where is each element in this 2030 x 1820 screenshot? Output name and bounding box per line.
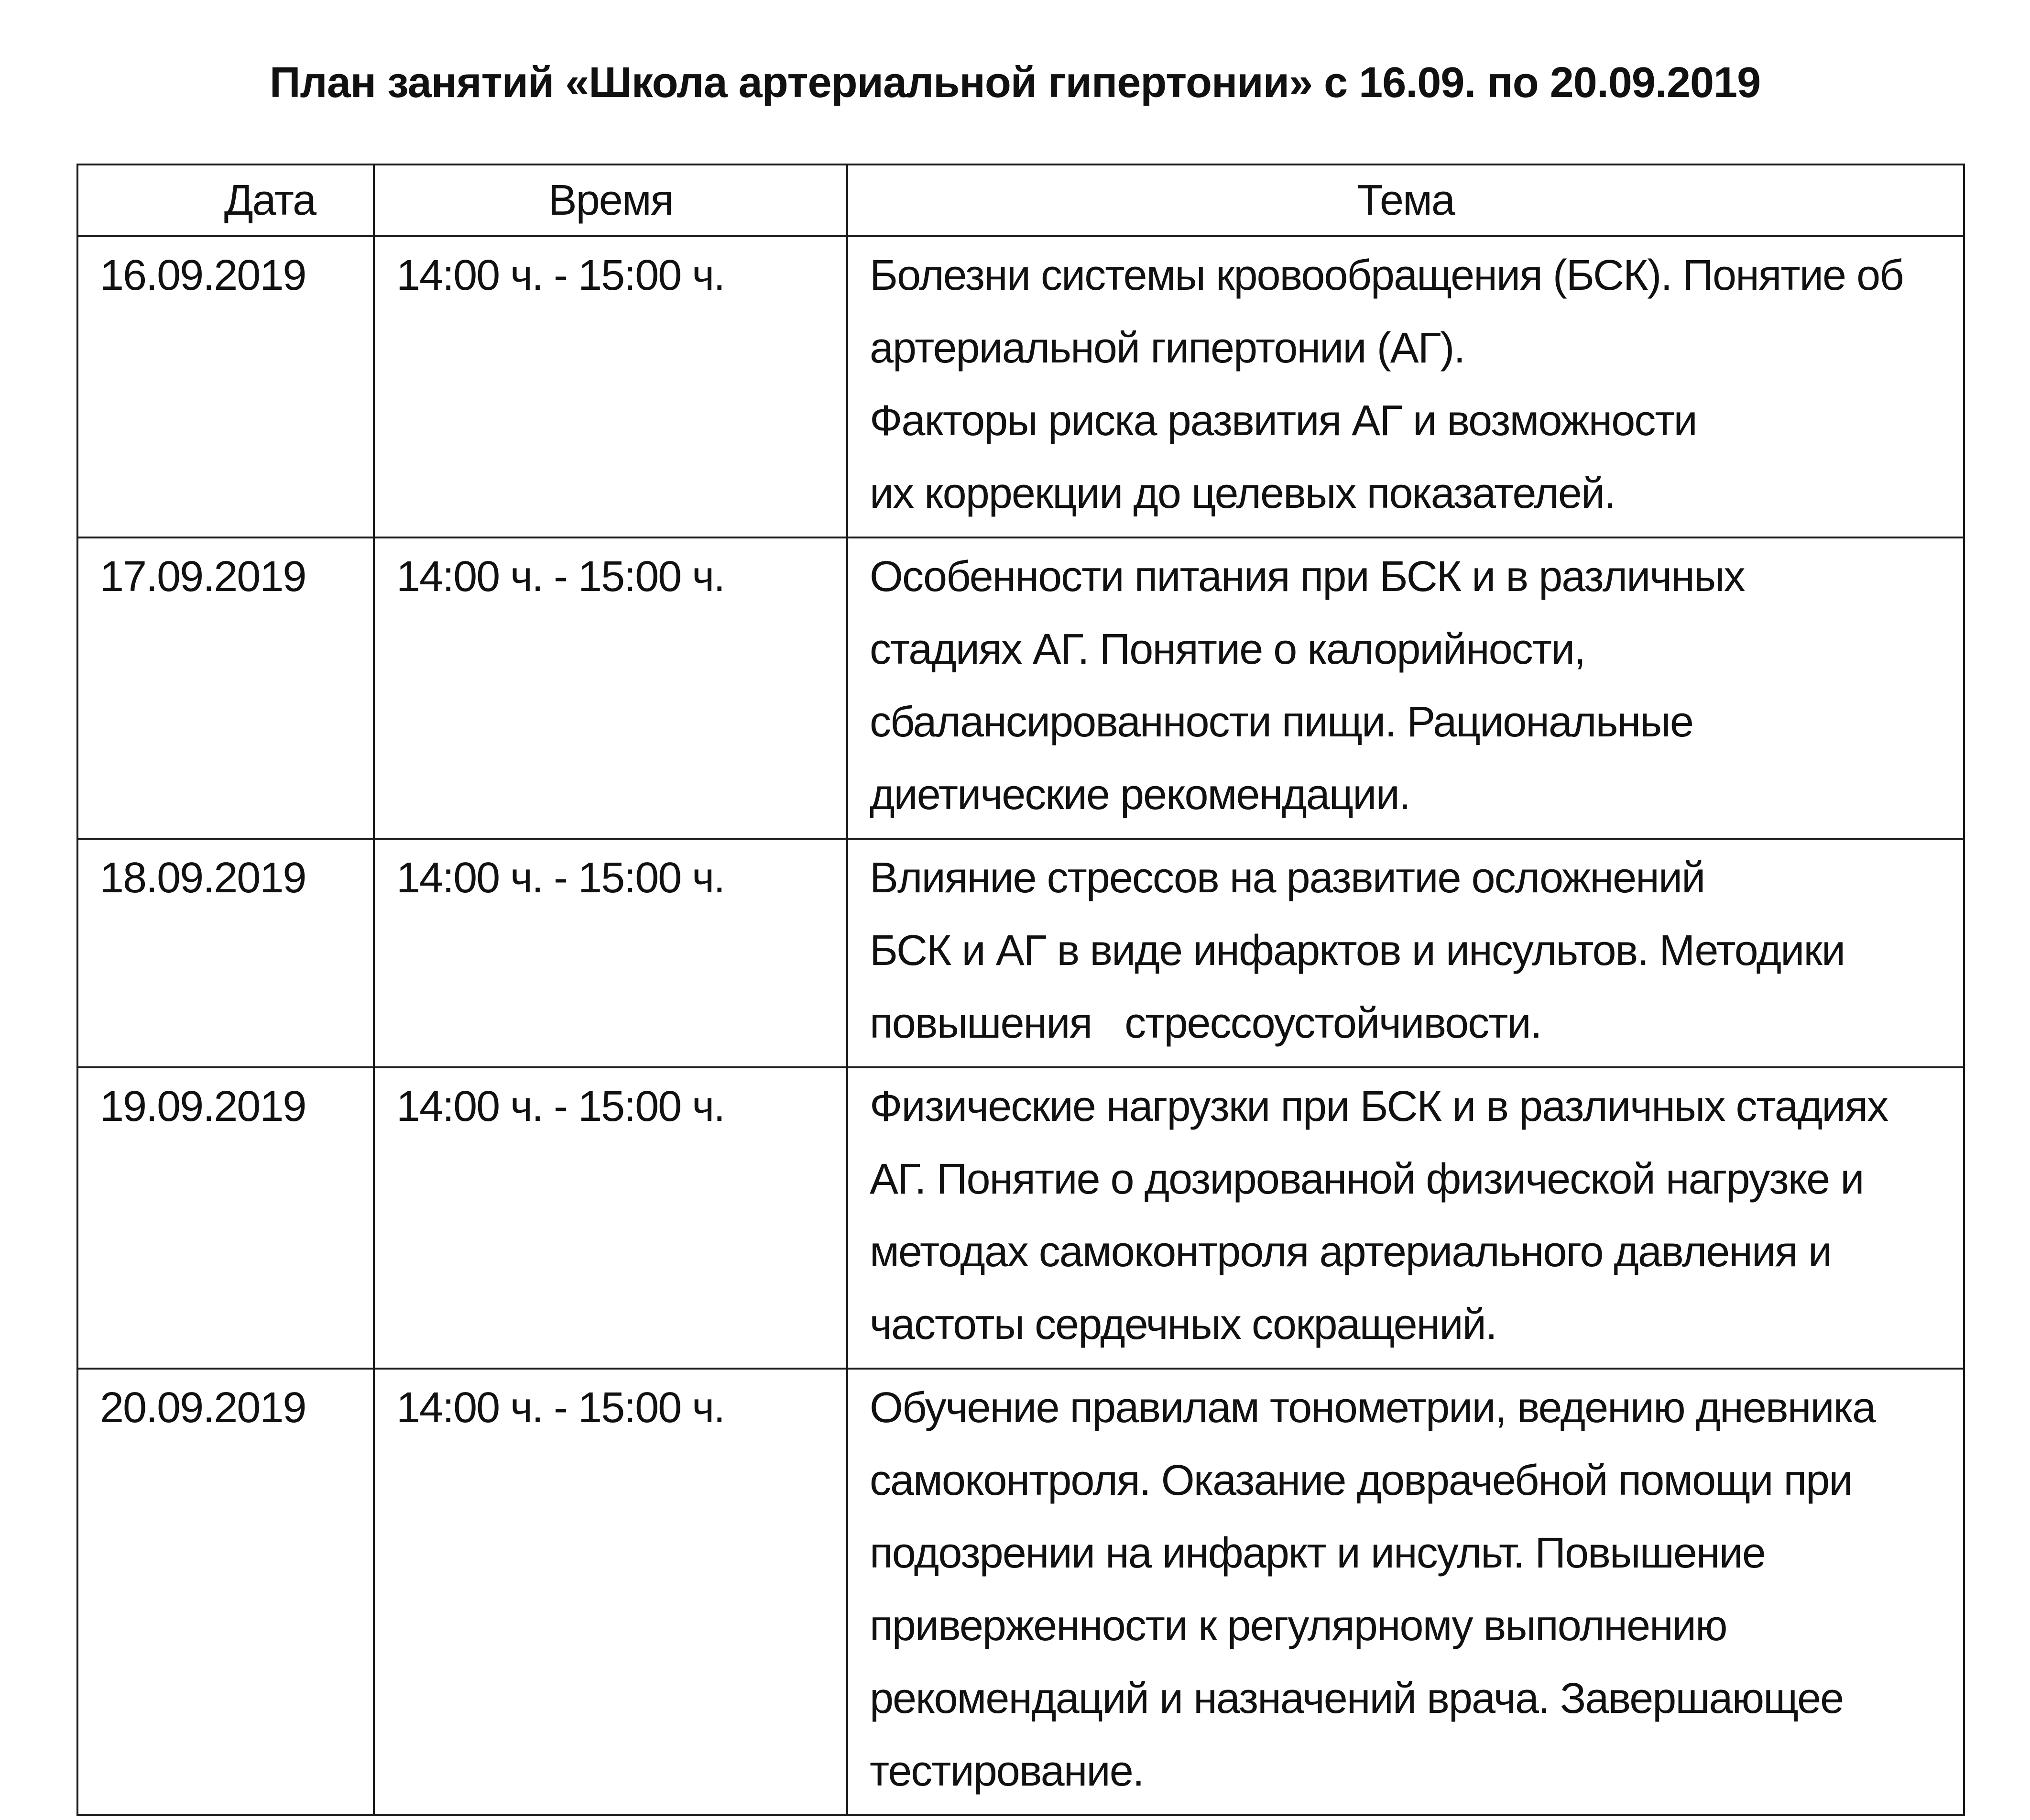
topic-line: БСК и АГ в виде инфарктов и инсультов. Методики [870,927,1845,975]
table-row [77,236,1964,537]
topic-line: рекомендаций и назначений врача. Завершающее [870,1675,1844,1722]
topic-line: Болезни системы кровообращения (БСК). Понятие об [870,252,1903,299]
cell-date: 17.09.2019 [77,537,374,839]
topic-line: подозрении на инфаркт и инсульт. Повышение [870,1529,1765,1577]
topic-line: Особенности питания при БСК и в различных [870,553,1745,601]
cell-topic [847,839,1964,1067]
cell-time: 14:00 ч. - 15:00 ч. [374,1067,847,1369]
topic-line: артериальной гипертонии (АГ). [870,324,1465,372]
topic-line: повышения стрессоустойчивости. [870,999,1541,1047]
table-row [77,839,1964,1067]
cell-date: 20.09.2019 [77,1369,374,1815]
page-title: План занятий «Школа артериальной гипертонии» с 16.09. по 20.09.2019 [269,59,1761,107]
column-header-time: Время [374,164,847,236]
topic-line: тестирование. [870,1747,1144,1795]
cell-topic [847,1369,1964,1815]
topic-line: Факторы риска развития АГ и возможности [870,397,1697,445]
table-header-row [77,164,1964,236]
cell-topic [847,1067,1964,1369]
cell-time: 14:00 ч. - 15:00 ч. [374,1369,847,1815]
column-header-topic: Тема [847,164,1964,236]
topic-line: Физические нагрузки при БСК и в различных стадиях [870,1083,1888,1130]
topic-line: стадиях АГ. Понятие о калорийности, [870,625,1585,673]
topic-line: диетические рекомендации. [870,771,1410,819]
cell-date: 16.09.2019 [77,236,374,537]
topic-line: сбалансированности пищи. Рациональные [870,698,1693,746]
topic-line: Влияние стрессов на развитие осложнений [870,854,1705,902]
cell-topic [847,537,1964,839]
topic-line: Обучение правилам тонометрии, ведению дневника [870,1384,1876,1432]
topic-line: их коррекции до целевых показателей. [870,470,1615,517]
column-header-date: Дата [77,164,374,236]
schedule-table [76,164,1965,1816]
topic-line: АГ. Понятие о дозированной физической нагрузке и [870,1155,1864,1203]
topic-line: методах самоконтроля артериального давления и [870,1228,1832,1276]
cell-time: 14:00 ч. - 15:00 ч. [374,537,847,839]
topic-line: частоты сердечных сокращений. [870,1301,1496,1349]
table-row [77,1369,1964,1815]
topic-line: самоконтроля. Оказание доврачебной помощи при [870,1457,1852,1504]
cell-time: 14:00 ч. - 15:00 ч. [374,236,847,537]
cell-time: 14:00 ч. - 15:00 ч. [374,839,847,1067]
table-row [77,1067,1964,1369]
cell-date: 19.09.2019 [77,1067,374,1369]
topic-line: приверженности к регулярному выполнению [870,1602,1727,1650]
cell-topic [847,236,1964,537]
table-row [77,537,1964,839]
cell-date: 18.09.2019 [77,839,374,1067]
